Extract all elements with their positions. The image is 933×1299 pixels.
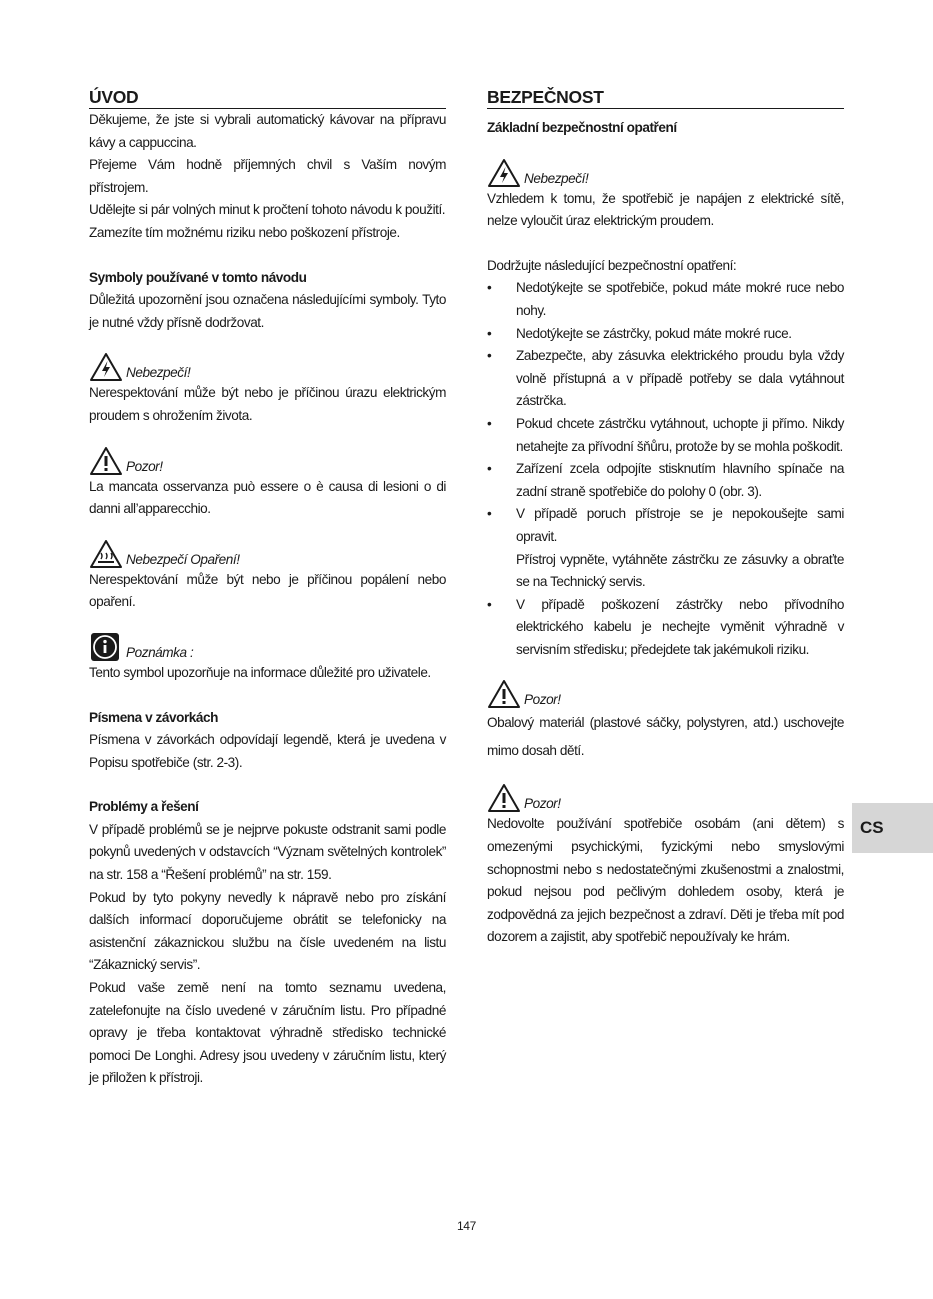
bullet: • <box>487 280 492 296</box>
list-item <box>487 594 844 662</box>
spacer <box>89 774 446 796</box>
letters-heading: Písmena v závorkách <box>89 709 218 725</box>
bullet: • <box>487 348 492 364</box>
bullet: • <box>487 325 492 341</box>
list-item <box>487 458 844 503</box>
follow-text: Dodržujte následující bezpečnostní opatření: <box>487 257 737 273</box>
uvod-title: ÚVOD <box>89 86 446 109</box>
lightning-triangle-icon <box>89 352 123 382</box>
safety-subheading: Základní bezpečnostní opatření <box>487 120 677 135</box>
caution-symbol-row <box>487 779 844 813</box>
problems-paragraph-1: V případě problémů se je nejprve pokuste odstranit sami podle pokynů uvedených v odstavcích “Význam světelných kontrolek” na str. 158 a “Řešení problémů” na str. 159. <box>89 821 446 883</box>
problems-paragraph-3: Pokud vaše země není na tomto seznamu uvedena, zatelefonujte na číslo uvedené v záručním listu. Pro případné opravy je třeba kontaktovat výhradně středisko technické pomoci De Longhi. Adresy jsou uvedeny v záručním listu, který je přiložen k přístroji. <box>89 980 446 1086</box>
hot-surface-triangle-icon <box>89 539 123 569</box>
spacer <box>89 521 446 533</box>
letters-text: Písmena v závorkách odpovídají legendě, která je uvedena v Popisu spotřebiče (str. 2-3). <box>89 732 446 770</box>
info-icon <box>89 632 123 662</box>
exclamation-triangle-icon <box>487 679 521 709</box>
list-item <box>487 277 844 322</box>
list-item <box>487 345 844 413</box>
list-item <box>487 503 844 593</box>
bezpecnost-title: BEZPEČNOST <box>487 86 844 109</box>
danger-text: Vzhledem k tomu, že spotřebič je napájen z elektrické sítě, nelze vyloučit úraz elektrickým proudem. <box>487 190 844 229</box>
caution-symbol-row <box>89 442 446 476</box>
list-item-text: V případě poruch přístroje se je nepokoušejte sami opravit. <box>516 506 844 544</box>
spacer <box>487 233 844 255</box>
spacer <box>89 245 446 267</box>
symbols-intro: Důležitá upozornění jsou označena následujícími symboly. Tyto je nutné vždy přísně dodržovat. <box>89 292 446 330</box>
spacer <box>487 109 844 117</box>
intro-paragraph-3: Udělejte si pár volných minut k pročtení tohoto návodu k použití. <box>89 202 446 218</box>
intro-paragraph-1: Děkujeme, že jste si vybrali automatický kávovar na přípravu kávy a cappuccina. <box>89 112 446 150</box>
caution-label: Pozor! <box>524 692 561 708</box>
left-column <box>89 86 446 1090</box>
caution-text: La mancata osservanza può essere o è causa di lesioni o di danni all’apparecchio. <box>89 478 446 517</box>
safety-list <box>487 277 844 661</box>
list-item <box>487 323 844 346</box>
list-item-text: Nedotýkejte se spotřebiče, pokud máte mokré ruce nebo nohy. <box>516 280 844 318</box>
spacer <box>89 428 446 440</box>
symbols-heading: Symboly používané v tomto návodu <box>89 269 307 285</box>
list-item-text: Pokud chcete zástrčku vytáhnout, uchopte ji přímo. Nikdy netahejte za přívodní šňůru, protože by se mohla poškodit. <box>516 415 844 454</box>
spacer <box>89 614 446 626</box>
page-number: 147 <box>456 1219 477 1233</box>
caution-symbol-row <box>487 675 844 709</box>
danger-label: Nebezpečí! <box>126 365 191 381</box>
list-item-text: Zařízení zcela odpojíte stisknutím hlavního spínače na zadní straně spotřebiče do polohy 0 (obr. 3). <box>516 461 844 499</box>
danger-label: Nebezpečí! <box>524 170 589 186</box>
exclamation-triangle-icon <box>89 446 123 476</box>
bullet: • <box>487 596 492 612</box>
caution-text: Nedovolte používání spotřebiče osobám (ani dětem) s omezenými psychickými, fyzickými nebo smyslovými schopnostmi nebo s nedostatečnými zkušenostmi a znalostmi, pokud nejsou pod pečlivým dohledem osoby, která je zodpovědná za jejich bezpečnost a zdraví. Děti je třeba mít pod dozorem a zajistit, aby spotřebič nepoužívaly ke hrám. <box>487 816 844 945</box>
spacer <box>487 661 844 673</box>
list-item <box>487 413 844 458</box>
burn-text: Nerespektování může být nebo je příčinou popálení nebo opaření. <box>89 571 446 610</box>
intro-paragraph-4: Zamezíte tím možnému riziku nebo poškození přístroje. <box>89 224 400 240</box>
danger-symbol-row <box>89 348 446 382</box>
list-item-text: Zabezpečte, aby zásuvka elektrického proudu byla vždy volně přístupná a v případě potřeby se dala vytáhnout zástrčka. <box>516 348 844 409</box>
intro-paragraph-2: Přejeme Vám hodně příjemných chvil s Vaším novým přístrojem. <box>89 157 446 195</box>
list-item-text: V případě poškození zástrčky nebo přívodního elektrického kabelu je nechejte vyměnit výhradně v servisním středisku; předejdete tak jakémukoli riziku. <box>516 596 844 657</box>
spacer <box>89 334 446 346</box>
bullet: • <box>487 415 492 431</box>
burn-symbol-row <box>89 535 446 569</box>
spacer <box>487 140 844 152</box>
spacer <box>89 685 446 707</box>
danger-text: Nerespektování může být nebo je příčinou úrazu elektrickým proudem s ohrožením života. <box>89 385 446 423</box>
caution-label: Pozor! <box>126 458 163 474</box>
exclamation-triangle-icon <box>487 783 521 813</box>
language-tab: CS <box>852 803 933 853</box>
problems-paragraph-2: Pokud by tyto pokyny nevedly k nápravě nebo pro získání dalších informací doporučujeme obrátit se telefonicky na asistenční zákaznickou službu na čísle uvedeném na listu “Zákaznický servis”. <box>89 889 446 973</box>
bullet: • <box>487 506 492 522</box>
note-label: Poznámka : <box>126 644 194 660</box>
problems-heading: Problémy a řešení <box>89 799 199 815</box>
burn-label: Nebezpečí Opaření! <box>126 551 240 567</box>
caution-label: Pozor! <box>524 796 561 812</box>
caution-text: Obalový materiál (plastové sáčky, polystyren, atd.) uschovejte mimo dosah dětí. <box>487 715 844 759</box>
bullet: • <box>487 461 492 477</box>
list-item-text: Nedotýkejte se zástrčky, pokud máte mokré ruce. <box>516 325 792 341</box>
lightning-triangle-icon <box>487 158 521 188</box>
danger-symbol-row <box>487 154 844 188</box>
list-item-extra-text: Přístroj vypněte, vytáhněte zástrčku ze zásuvky a obraťte se na Technický servis. <box>516 551 844 590</box>
note-symbol-row <box>89 628 446 662</box>
right-column <box>487 86 844 949</box>
spacer <box>487 765 844 777</box>
note-text: Tento symbol upozorňuje na informace důležité pro uživatele. <box>89 664 431 680</box>
